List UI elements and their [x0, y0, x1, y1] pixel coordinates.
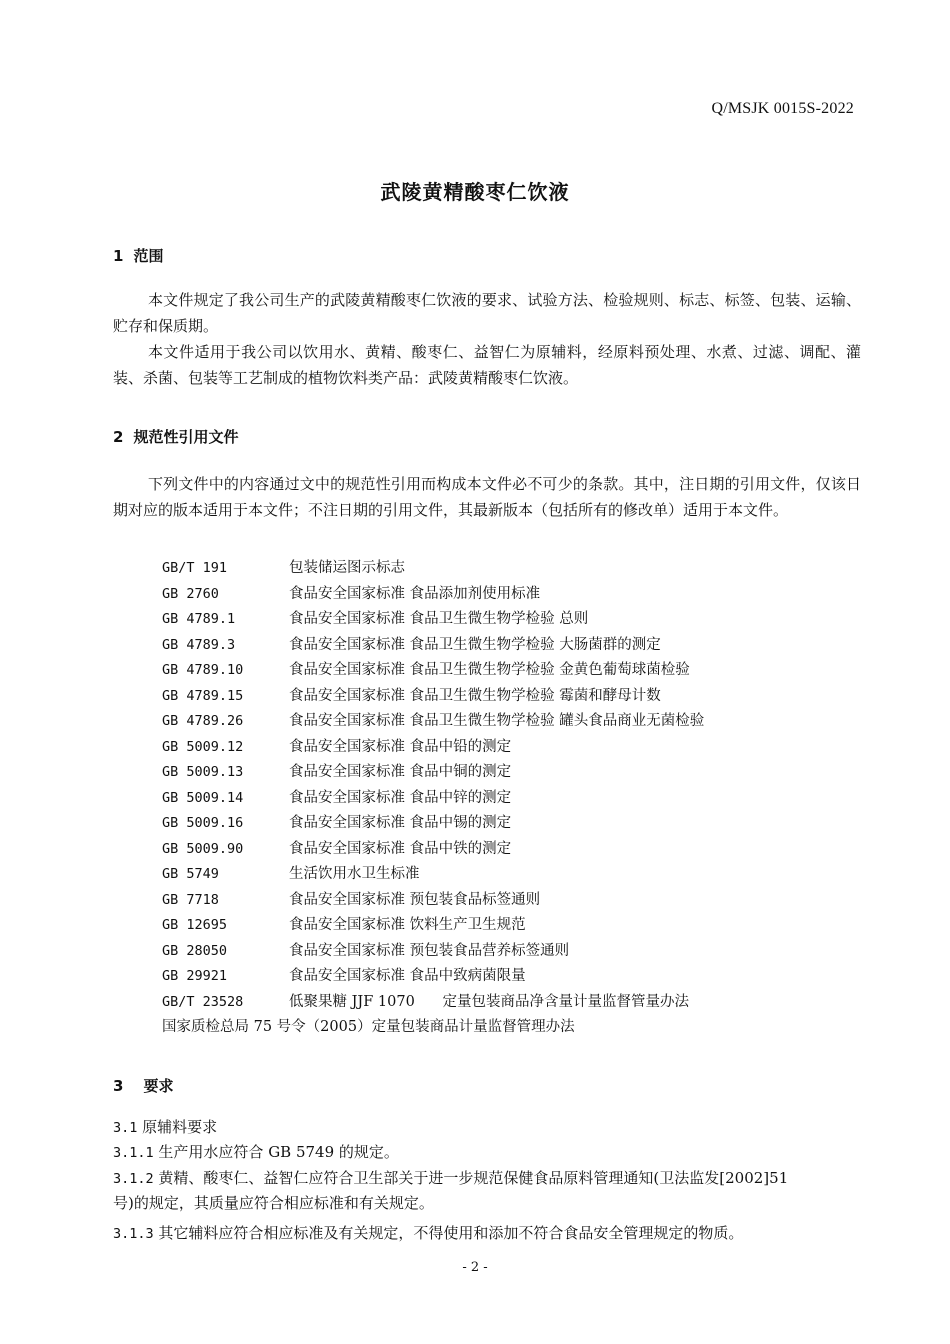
reference-list	[162, 556, 862, 1015]
reference-title: 食品安全国家标准 食品卫生微生物学检验 霉菌和酵母计数	[289, 687, 661, 704]
clause-text: 原辅料要求	[142, 1118, 218, 1136]
requirement-line-continued	[113, 1191, 861, 1217]
requirement-line	[113, 1115, 861, 1142]
reference-item	[162, 888, 862, 914]
page-number: - 2 -	[462, 1260, 488, 1275]
reference-code: GB 12695	[162, 917, 228, 933]
reference-title: 食品安全国家标准 预包装食品标签通则	[289, 891, 541, 908]
clause-number: 3.1	[113, 1120, 138, 1136]
reference-item	[162, 582, 862, 608]
reference-code: GB/T 23528	[162, 993, 244, 1010]
clause-number: 3.1.3	[113, 1226, 154, 1242]
reference-item	[162, 607, 862, 633]
requirement-line	[113, 1221, 861, 1248]
reference-code: GB 4789.3	[162, 636, 236, 653]
reference-code: GB 29921	[162, 968, 228, 984]
section-heading-references	[113, 426, 238, 447]
reference-title: 食品安全国家标准 食品中铁的测定	[289, 840, 512, 857]
document-title: 武陵黄精酸枣仁饮液	[380, 180, 570, 204]
reference-code: GB 5009.16	[162, 815, 244, 831]
reference-title: 生活饮用水卫生标准	[289, 866, 420, 882]
scope-paragraph-1: 本文件规定了我公司生产的武陵黄精酸枣仁饮液的要求、试验方法、检验规则、标志、标签、包装、运输、贮存和保质期。	[113, 291, 861, 335]
reference-item	[162, 913, 862, 939]
reference-item	[162, 658, 862, 684]
reference-title: 食品安全国家标准 食品卫生微生物学检验 罐头食品商业无菌检验	[289, 713, 705, 729]
reference-extra-regulation: 国家质检总局 75 号令（2005）定量包装商品计量监督管理办法	[162, 1019, 575, 1035]
reference-title: 食品安全国家标准 食品卫生微生物学检验 大肠菌群的测定	[289, 636, 661, 653]
reference-code: GB 5009.14	[162, 789, 244, 806]
reference-item	[162, 633, 862, 659]
clause-text: 其它辅料应符合相应标准及有关规定，不得使用和添加不符合食品安全管理规定的物质。	[158, 1224, 744, 1242]
section-number: 2	[113, 428, 124, 446]
reference-title: 食品安全国家标准 食品卫生微生物学检验 金黄色葡萄球菌检验	[289, 662, 690, 678]
reference-title: 食品安全国家标准 食品添加剂使用标准	[289, 585, 541, 602]
reference-title: 食品安全国家标准 食品中锡的测定	[289, 815, 512, 831]
requirement-line	[113, 1140, 861, 1167]
references-intro: 下列文件中的内容通过文中的规范性引用而构成本文件必不可少的条款。其中，注日期的引用文件，仅该日期对应的版本适用于本文件；不注日期的引用文件，其最新版本（包括所有的修改单）适用于本文件。	[113, 475, 861, 519]
reference-code: GB/T 191	[162, 560, 228, 576]
requirement-line	[113, 1166, 861, 1193]
clause-number: 3.1.1	[113, 1145, 154, 1161]
reference-title: 食品安全国家标准 预包装食品营养标签通则	[289, 942, 570, 959]
clause-text: 生产用水应符合 GB 5749 的规定。	[158, 1143, 399, 1161]
reference-title: 食品安全国家标准 食品中铜的测定	[289, 764, 512, 780]
reference-code: GB 4789.15	[162, 687, 244, 704]
reference-item	[162, 709, 862, 735]
reference-title: 低聚果糖 JJF 1070 定量包装商品净含量计量监督管量办法	[289, 993, 689, 1010]
reference-code: GB 5009.90	[162, 840, 244, 857]
section-title: 范围	[133, 247, 164, 265]
reference-code: GB 7718	[162, 891, 219, 908]
reference-code: GB 5009.13	[162, 764, 244, 780]
reference-item	[162, 811, 862, 837]
reference-title: 食品安全国家标准 食品中锌的测定	[289, 789, 512, 806]
reference-item	[162, 862, 862, 888]
clause-number: 3.1.2	[113, 1171, 154, 1187]
reference-code: GB 4789.10	[162, 662, 244, 678]
reference-code: GB 4789.1	[162, 611, 236, 627]
reference-title: 食品安全国家标准 食品中致病菌限量	[289, 968, 526, 984]
section-title: 要求	[143, 1077, 174, 1095]
reference-item	[162, 939, 862, 965]
reference-item	[162, 684, 862, 710]
section-title: 规范性引用文件	[133, 428, 239, 446]
reference-title: 食品安全国家标准 食品中铅的测定	[289, 738, 512, 755]
reference-item	[162, 556, 862, 582]
reference-code: GB 5009.12	[162, 738, 244, 755]
clause-text: 号)的规定，其质量应符合相应标准和有关规定。	[113, 1194, 434, 1212]
reference-item	[162, 786, 862, 812]
reference-item	[162, 990, 862, 1016]
reference-title: 食品安全国家标准 食品卫生微生物学检验 总则	[289, 611, 589, 627]
section-heading-scope	[113, 245, 163, 266]
reference-title: 食品安全国家标准 饮料生产卫生规范	[289, 917, 526, 933]
scope-paragraph-2: 本文件适用于我公司以饮用水、黄精、酸枣仁、益智仁为原辅料，经原料预处理、水煮、过滤、调配、灌装、杀菌、包装等工艺制成的植物饮料类产品：武陵黄精酸枣仁饮液。	[113, 343, 861, 387]
section-number: 3	[113, 1077, 124, 1095]
standard-code: Q/MSJK 0015S-2022	[711, 100, 854, 117]
reference-code: GB 28050	[162, 942, 228, 959]
clause-text: 黄精、酸枣仁、益智仁应符合卫生部关于进一步规范保健食品原料管理通知(卫法监发[2002]51	[158, 1169, 789, 1187]
section-heading-requirements	[113, 1075, 173, 1096]
reference-title: 包装储运图示标志	[289, 560, 405, 576]
reference-code: GB 5749	[162, 866, 219, 882]
section-number: 1	[113, 247, 124, 265]
reference-code: GB 4789.26	[162, 713, 244, 729]
reference-item	[162, 964, 862, 990]
reference-item	[162, 735, 862, 761]
reference-item	[162, 837, 862, 863]
reference-code: GB 2760	[162, 585, 219, 602]
reference-item	[162, 760, 862, 786]
